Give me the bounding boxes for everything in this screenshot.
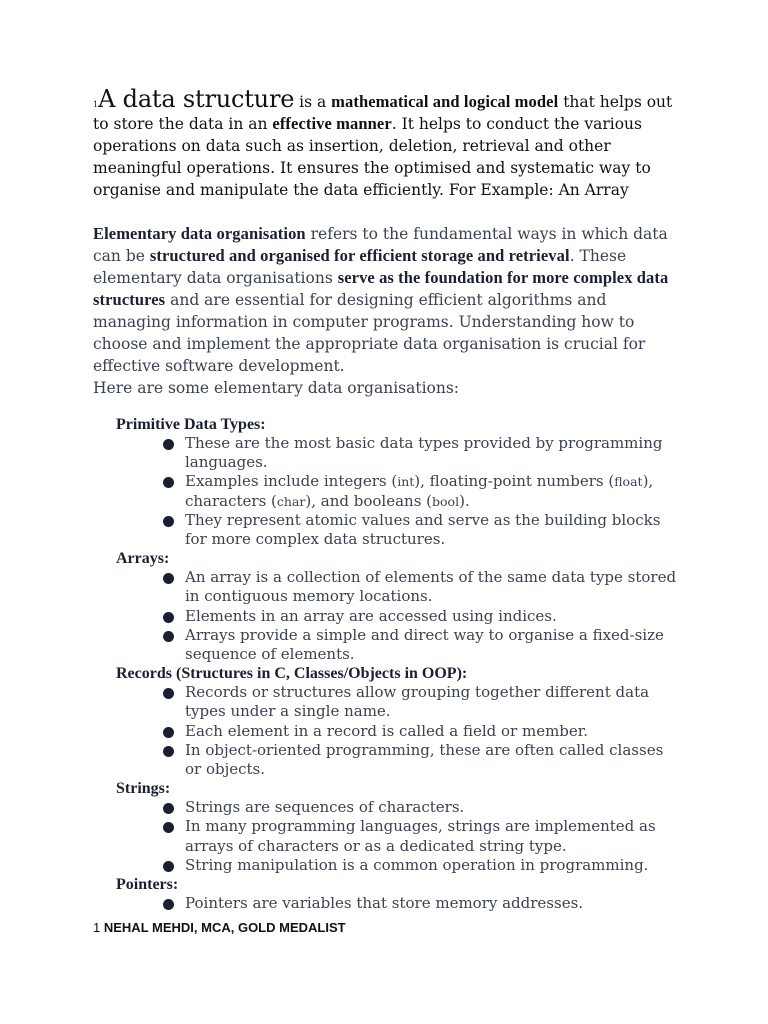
bullet-list bbox=[116, 798, 678, 875]
bullet-icon bbox=[163, 803, 174, 814]
code-term: int bbox=[397, 474, 415, 490]
list-item: These are the most basic data types provided by programming languages. bbox=[185, 434, 678, 472]
elementary-organisation-paragraph: Elementary data organisation refers to the fundamental ways in which data can be structured and organised for efficient storage and retrieval. These elementary data organisations serve as the foundation for more complex data structures and are essential for designing efficient algorithms and managing information in computer programs. Understanding how to choose and implement the appropriate data organisation is crucial for effective software development. bbox=[93, 224, 669, 375]
list-item: Strings are sequences of characters. bbox=[185, 798, 678, 817]
bullet-list bbox=[116, 894, 678, 913]
bullet-icon bbox=[163, 516, 174, 527]
list-item: Each element in a record is called a field or member. bbox=[185, 722, 678, 741]
footnote-text: NEHAL MEHDI, MCA, GOLD MEDALIST bbox=[103, 920, 346, 935]
section-title: Primitive Data Types: bbox=[116, 416, 266, 433]
list-item: In many programming languages, strings are implemented as arrays of characters or as a dedicated string type. bbox=[185, 817, 678, 855]
emphasis-text: effective manner bbox=[272, 114, 392, 133]
organisation-list bbox=[116, 415, 678, 913]
bullet-list bbox=[116, 434, 678, 549]
bullet-icon bbox=[163, 727, 174, 738]
footnote-reference: 1 bbox=[93, 100, 99, 109]
bullet-icon bbox=[163, 899, 174, 910]
definition-paragraph: $^1$A data structure is a mathematical and logical model that helps out to store the data in an effective manner. It helps to conduct the various operations on data such as insertion, deletion, retrieval and other meaningful operations. It ensures the optimised and systematic way to organise and manipulate the data efficiently. For Example: An Array bbox=[93, 85, 673, 199]
bullet-list bbox=[116, 683, 678, 779]
bullet-icon bbox=[163, 746, 174, 757]
bullet-icon bbox=[163, 477, 174, 488]
bullet-icon bbox=[163, 439, 174, 450]
section-title: Records (Structures in C, Classes/Objects in OOP): bbox=[116, 665, 468, 683]
list-item: String manipulation is a common operation in programming. bbox=[185, 856, 678, 875]
bullet-icon bbox=[163, 573, 174, 584]
bullet-icon bbox=[163, 612, 174, 623]
code-term: float bbox=[614, 474, 643, 490]
list-item: They represent atomic values and serve as the building blocks for more complex data structures. bbox=[185, 511, 678, 549]
bullet-icon bbox=[163, 631, 174, 642]
section-title: Strings: bbox=[116, 780, 171, 798]
emphasis-text: mathematical and logical model bbox=[331, 92, 559, 111]
list-item: Pointers are variables that store memory addresses. bbox=[185, 894, 678, 913]
bullet-icon bbox=[163, 861, 174, 872]
code-term: char bbox=[276, 493, 306, 509]
section-title: Pointers: bbox=[116, 876, 179, 894]
code-term: bool bbox=[432, 493, 460, 509]
bullet-list bbox=[116, 568, 678, 664]
lead-term: A data structure bbox=[98, 85, 295, 113]
document-body bbox=[93, 85, 678, 913]
emphasis-text: serve as the foundation for more complex data structures bbox=[93, 268, 669, 309]
bullet-icon bbox=[163, 688, 174, 699]
list-item: In object-oriented programming, these are often called classes or objects. bbox=[185, 741, 678, 779]
emphasis-text: structured and organised for efficient storage and retrieval bbox=[149, 246, 570, 265]
bullet-icon bbox=[163, 822, 174, 833]
list-item: An array is a collection of elements of the same data type stored in contiguous memory locations. bbox=[185, 568, 678, 606]
emphasis-text: Elementary data organisation bbox=[93, 224, 306, 243]
footnote bbox=[93, 920, 346, 935]
intro-line: Here are some elementary data organisations: bbox=[93, 379, 460, 397]
list-item: Records or structures allow grouping together different data types under a single name. bbox=[185, 683, 678, 721]
list-item: Examples include integers (int), floating-point numbers (float), characters (char), and booleans (bool). bbox=[185, 472, 678, 510]
section-title: Arrays: bbox=[116, 550, 170, 568]
list-item: Elements in an array are accessed using indices. bbox=[185, 607, 678, 626]
list-item: Arrays provide a simple and direct way to organise a fixed-size sequence of elements. bbox=[185, 626, 678, 664]
footnote-number: 1 bbox=[93, 920, 101, 935]
